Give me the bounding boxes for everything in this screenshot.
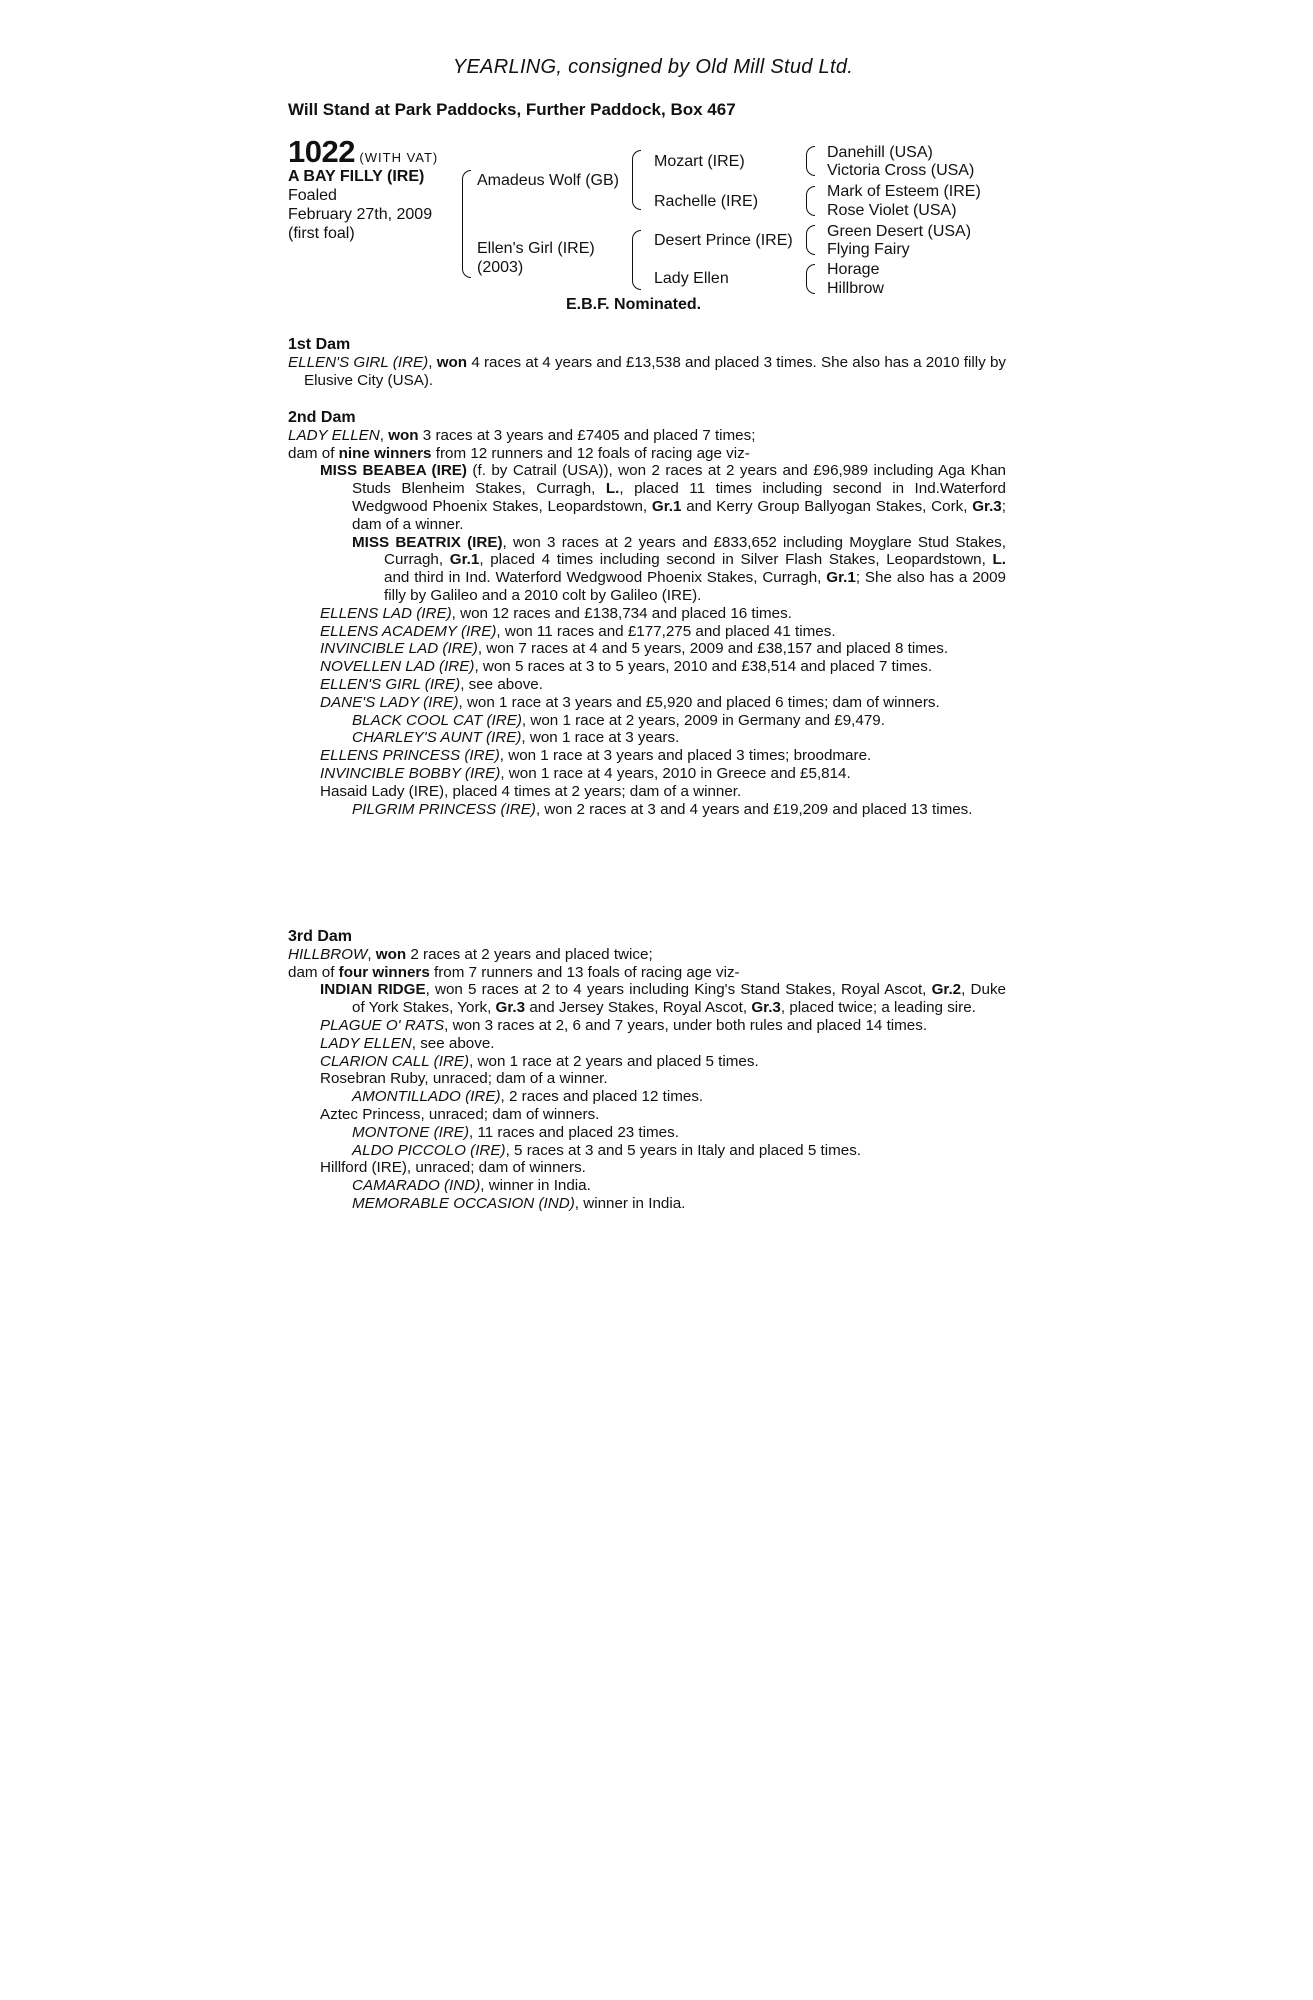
third-dam-record: 2 races at 2 years and placed twice; <box>406 945 653 963</box>
text-seg: , placed 4 times including second in Silver Flash Stakes, Leopardstown, <box>479 551 993 569</box>
lot-name: A BAY FILLY (IRE) <box>288 168 425 185</box>
text-seg: , won 3 races at 2 years and £833,652 including Moyglare Stud Stakes, Curragh, <box>384 533 1006 569</box>
brace-g4 <box>806 264 815 294</box>
produce-entry <box>320 1035 1006 1053</box>
third-dam-line1: HILLBROW, won 2 races at 2 years and placed twice; <box>288 945 653 963</box>
second-dam-produce-list <box>288 605 1006 819</box>
won-label: won <box>436 353 468 371</box>
produce-entry <box>320 1053 1006 1071</box>
foaled-label: Foaled <box>288 187 337 204</box>
second-dam-record: 3 races at 3 years and £7405 and placed 7 times; <box>418 426 756 444</box>
produce-entry <box>320 676 1006 694</box>
winners-count: nine winners <box>338 444 432 462</box>
dam-sire: Desert Prince (IRE) <box>654 232 793 249</box>
g-flying-fairy: Flying Fairy <box>827 241 910 258</box>
text-seg: ; dam of a winner. <box>352 497 1006 533</box>
first-dam-record: 4 races at 4 years and £13,538 and placed 3 times. She also has a 2010 filly by Elusive City (USA). <box>304 353 1006 389</box>
text-seg: ; She also has a 2009 filly by Galileo and a 2010 colt by Galileo (IRE). <box>384 569 1006 604</box>
text-seg: , won 5 races at 2 to 4 years including King's Stand Stakes, Royal Ascot, <box>425 981 932 999</box>
text-seg: Gr.1 <box>826 569 856 587</box>
text-seg: (f. by Catrail (USA)), won 2 races at 2 years and £96,989 including Aga Khan Studs Blenheim Stakes, Curragh, <box>352 462 1006 498</box>
dam: Ellen's Girl (IRE) <box>477 240 595 257</box>
won-label: won <box>388 426 419 444</box>
sire-sire: Mozart (IRE) <box>654 153 745 170</box>
indian-ridge-name: INDIAN RIDGE <box>320 981 426 999</box>
text-seg: Gr.3 <box>495 999 526 1017</box>
foaled-date: February 27th, 2009 <box>288 206 433 223</box>
produce-record: , won 1 race at 4 years, 2010 in Greece and £5,814. <box>500 764 851 782</box>
produce-record: Aztec Princess, unraced; dam of winners. <box>320 1105 600 1123</box>
produce-name: DANE'S LADY (IRE) <box>320 693 459 711</box>
dam-dam: Lady Ellen <box>654 270 729 287</box>
produce-name: ELLENS ACADEMY (IRE) <box>320 622 497 640</box>
second-dam-line1: LADY ELLEN, won 3 races at 3 years and £7405 and placed 7 times; <box>288 426 756 444</box>
produce-entry <box>320 783 1006 801</box>
produce-name: PILGRIM PRINCESS (IRE) <box>352 800 536 818</box>
first-dam-section <box>288 336 1006 389</box>
third-dam-heading: 3rd Dam <box>288 928 353 945</box>
text-seg: L. <box>992 551 1007 569</box>
produce-entry <box>352 1195 1006 1213</box>
winners-count: four winners <box>338 963 430 981</box>
brace-g2 <box>806 186 815 216</box>
produce-entry <box>352 729 1006 747</box>
text-seg: Gr.1 <box>651 497 682 515</box>
brace-dam <box>632 230 641 290</box>
produce-entry <box>352 1124 1006 1142</box>
g-hillbrow: Hillbrow <box>827 280 884 297</box>
produce-record: , see above. <box>460 675 543 693</box>
produce-record: , see above. <box>411 1034 495 1052</box>
brace-g1 <box>806 146 815 176</box>
g-danehill: Danehill (USA) <box>827 144 933 161</box>
produce-entry <box>320 640 1006 658</box>
produce-record: Hasaid Lady (IRE), placed 4 times at 2 years; dam of a winner. <box>320 782 742 800</box>
produce-name: ELLENS LAD (IRE) <box>320 604 452 622</box>
second-dam-name: LADY ELLEN <box>288 426 380 444</box>
produce-name: NOVELLEN LAD (IRE) <box>320 658 475 676</box>
foal-note: (first foal) <box>288 225 355 242</box>
indian-ridge-entry <box>320 981 1006 1017</box>
produce-entry <box>352 1142 1006 1160</box>
third-dam-section <box>288 928 1006 1213</box>
produce-record: , won 1 race at 3 years and placed 3 times; broodmare. <box>499 747 872 765</box>
text-seg: Gr.2 <box>931 981 962 999</box>
third-dam-name: HILLBROW <box>288 945 368 963</box>
text-seg: Gr.1 <box>449 551 480 569</box>
text-seg: , placed 11 times including second in Ind.Waterford Wedgwood Phoenix Stakes, Leopardstown, <box>352 480 1006 515</box>
brace-g3 <box>806 225 815 255</box>
produce-name: AMONTILLADO (IRE) <box>352 1088 501 1106</box>
won-label: won <box>375 945 407 963</box>
miss-beabea-name: MISS BEABEA (IRE) <box>320 462 467 480</box>
produce-entry <box>352 801 1006 819</box>
miss-beatrix-name: MISS BEATRIX (IRE) <box>352 533 503 551</box>
produce-entry <box>320 623 1006 641</box>
text-seg: Gr.3 <box>972 497 1002 515</box>
produce-name: CAMARADO (IND) <box>352 1177 481 1195</box>
produce-record: , winner in India. <box>574 1194 686 1212</box>
produce-entry <box>320 747 1006 765</box>
produce-record: , won 1 race at 3 years. <box>521 729 680 747</box>
produce-name: ELLENS PRINCESS (IRE) <box>320 747 500 765</box>
produce-entry <box>320 694 1006 712</box>
text-seg: , Duke of York Stakes, York, <box>352 981 1006 1017</box>
produce-entry <box>320 605 1006 623</box>
dam-year: (2003) <box>477 259 524 276</box>
second-dam-line2 <box>288 445 1006 463</box>
page-title: YEARLING, consigned by Old Mill Stud Ltd. <box>452 56 854 78</box>
produce-entry <box>320 1017 1006 1035</box>
vat-note: (WITH VAT) <box>359 150 439 165</box>
first-dam-name: ELLEN'S GIRL (IRE) <box>288 353 429 371</box>
produce-name: ELLEN'S GIRL (IRE) <box>320 675 461 693</box>
produce-record: , 5 races at 3 and 5 years in Italy and placed 5 times. <box>505 1141 862 1159</box>
third-dam-line2 <box>288 964 1006 982</box>
dam-of-label: dam of <box>288 444 339 462</box>
miss-beatrix-entry <box>352 534 1006 605</box>
produce-entry <box>320 658 1006 676</box>
produce-record: , won 1 race at 3 years and £5,920 and placed 6 times; dam of winners. <box>458 693 940 711</box>
produce-record: , won 2 races at 3 and 4 years and £19,209 and placed 13 times. <box>535 800 973 818</box>
second-dam-section <box>288 409 1006 818</box>
third-dam-produce-list <box>288 1017 1006 1213</box>
produce-name: LADY ELLEN <box>320 1034 412 1052</box>
produce-name: CHARLEY'S AUNT (IRE) <box>352 729 522 747</box>
first-dam-heading: 1st Dam <box>288 336 351 353</box>
runners-text: from 12 runners and 12 foals of racing age viz- <box>431 444 750 462</box>
produce-entry <box>320 1159 1006 1177</box>
produce-record: , won 12 races and £138,734 and placed 16 times. <box>451 604 792 622</box>
produce-name: INVINCIBLE BOBBY (IRE) <box>320 764 501 782</box>
produce-entry <box>320 1070 1006 1088</box>
produce-record: , won 5 races at 3 to 5 years, 2010 and £38,514 and placed 7 times. <box>474 658 933 676</box>
g-mark-of-esteem: Mark of Esteem (IRE) <box>827 183 981 200</box>
produce-record: Rosebran Ruby, unraced; dam of a winner. <box>320 1070 608 1088</box>
text-seg: and third in Ind. Waterford Wedgwood Phoenix Stakes, Curragh, <box>384 569 827 587</box>
produce-name: BLACK COOL CAT (IRE) <box>352 711 522 729</box>
g-green-desert: Green Desert (USA) <box>827 223 972 240</box>
produce-record: , won 1 race at 2 years, 2009 in Germany and £9,479. <box>521 711 885 729</box>
produce-record: , 11 races and placed 23 times. <box>469 1123 679 1141</box>
sire: Amadeus Wolf (GB) <box>477 172 619 189</box>
produce-entry <box>320 1106 1006 1124</box>
produce-entry <box>352 1088 1006 1106</box>
g-horage: Horage <box>827 261 880 278</box>
produce-record: , won 3 races at 2, 6 and 7 years, under both rules and placed 14 times. <box>444 1016 928 1034</box>
first-dam-text: ELLEN'S GIRL (IRE), won 4 races at 4 years and £13,538 and placed 3 times. She also has a 2010 filly by Elusive City (USA). <box>288 353 1006 389</box>
lot-number: 1022 <box>288 134 355 169</box>
produce-name: ALDO PICCOLO (IRE) <box>352 1141 506 1159</box>
text-seg: and Kerry Group Ballyogan Stakes, Cork, <box>681 497 973 515</box>
produce-record: , won 7 races at 4 and 5 years, 2009 and £38,157 and placed 8 times. <box>477 640 949 658</box>
g-rose-violet: Rose Violet (USA) <box>827 202 957 219</box>
second-dam-heading: 2nd Dam <box>288 409 356 426</box>
brace-sire <box>632 150 641 210</box>
miss-beabea-entry <box>320 462 1006 533</box>
produce-record: , won 11 races and £177,275 and placed 41 times. <box>496 622 836 640</box>
produce-entry <box>352 712 1006 730</box>
produce-entry <box>352 1177 1006 1195</box>
produce-name: PLAGUE O' RATS <box>320 1016 445 1034</box>
brace-sire-dam <box>462 170 471 278</box>
produce-name: MEMORABLE OCCASION (IND) <box>352 1194 575 1212</box>
sire-dam: Rachelle (IRE) <box>654 193 759 210</box>
produce-record: , 2 races and placed 12 times. <box>500 1088 704 1106</box>
produce-name: INVINCIBLE LAD (IRE) <box>320 640 478 658</box>
dam-of-label: dam of <box>288 963 339 981</box>
produce-record: , winner in India. <box>480 1177 591 1195</box>
lot-info <box>288 134 458 243</box>
text-seg: and Jersey Stakes, Royal Ascot, <box>525 999 752 1017</box>
produce-record: , won 1 race at 2 years and placed 5 times. <box>469 1052 759 1070</box>
produce-entry <box>320 765 1006 783</box>
produce-record: Hillford (IRE), unraced; dam of winners. <box>320 1159 586 1177</box>
text-seg: , placed twice; a leading sire. <box>780 999 976 1017</box>
text-seg: Gr.3 <box>751 999 781 1017</box>
stand-location: Will Stand at Park Paddocks, Further Paddock, Box 467 <box>288 100 736 119</box>
runners-text: from 7 runners and 13 foals of racing age viz- <box>429 963 740 981</box>
produce-name: MONTONE (IRE) <box>352 1123 469 1141</box>
text-seg: L. <box>605 480 620 498</box>
produce-name: CLARION CALL (IRE) <box>320 1052 470 1070</box>
g-victoria-cross: Victoria Cross (USA) <box>827 162 975 179</box>
ebf-note: E.B.F. Nominated. <box>566 296 702 313</box>
